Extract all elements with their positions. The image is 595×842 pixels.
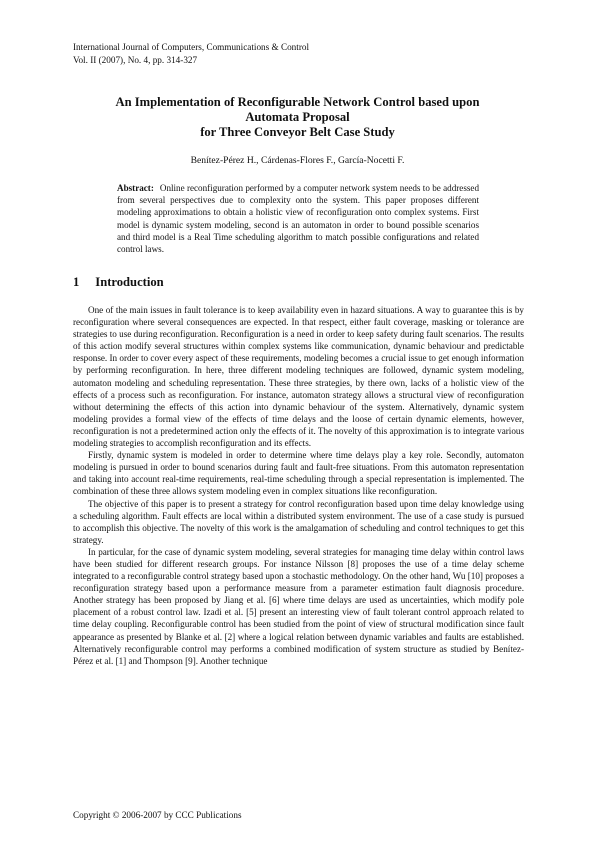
paragraph: The objective of this paper is to present a strategy for control reconfiguration based upon time delay knowledge using a scheduling algorithm. Fault effects are local within a distributed system environment. The use of a case study is pursued to accomplish this objective. The novelty of this work is the amalgamation of scheduling and control techniques to get this strategy. [73, 498, 524, 545]
paragraph: In particular, for the case of dynamic system modeling, several strategies for managing time delay within control laws have been studied for different research groups. For instance Nilsson [8] proposes the use of a time delay scheme integrated to a reconfigurable control strategy based upon a stochastic methodology. On the other hand, Wu [10] proposes a reconfiguration strategy based upon a performance measure from a parameter estimation fault diagnosis procedure. Another strategy has been proposed by Jiang et al. [6] where time delays are used as uncertainties, which modify pole placement of a robust control law. Izadi et al. [5] present an interesting view of fault tolerant control approach related to time delay coupling. Reconfigurable control has been studied from the point of view of structural modification since fault appearance as presented by Blanke et al. [2] where a logical relation between dynamic variables and faults are established. Alternatively reconfigurable control may performs a combined modification of system structure as studied by Benítez-Pérez et al. [1] and Thompson [9]. Another technique [73, 546, 524, 666]
section-heading [73, 275, 164, 290]
abstract-text: Online reconfiguration performed by a computer network system needs to be addressed from several perspectives due to complexity onto the system. This paper proposes different modeling approximations to obtain a holistic view of reconfiguration onto complex systems. First model is dynamic system modeling, second is an automaton in order to bound possible scenarios and third model is a Real Time scheduling algorithm to match possible configurations and related control laws. [117, 183, 479, 255]
title-line-1: An Implementation of Reconfigurable Network Control based upon [115, 95, 480, 109]
title-line-3: for Three Conveyor Belt Case Study [200, 125, 395, 139]
journal-volume: Vol. II (2007), No. 4, pp. 314-327 [73, 55, 198, 65]
paper-authors: Benítez-Pérez H., Cárdenas-Flores F., García-Nocetti F. [190, 155, 405, 166]
copyright-footer: Copyright © 2006-2007 by CCC Publications [73, 810, 242, 820]
paragraph: Firstly, dynamic system is modeled in order to determine where time delays play a key role. Secondly, automaton modeling is pursued in order to bound scenarios during fault and fault-free situations. From this automaton representation and taking into account real-time requirements, real-time scheduling through a special representation is implemented. The combination of these three allows system modeling even in complex situations like reconfiguration. [73, 450, 524, 497]
journal-header [73, 41, 309, 67]
section-number: 1 [73, 275, 80, 289]
section-title: Introduction [95, 275, 164, 289]
abstract-label: Abstract: [117, 183, 154, 193]
abstract [117, 182, 479, 255]
body-text [73, 304, 524, 667]
title-line-2: Automata Proposal [245, 110, 350, 124]
paper-title [60, 95, 535, 140]
journal-name: International Journal of Computers, Communications & Control [73, 42, 310, 52]
paragraph: One of the main issues in fault tolerance is to keep availability even in hazard situations. A way to guarantee this is by reconfiguration where several consequences are expected. In that respect, either fault coverage, masking or tolerance are strategies to use during reconfiguration. Reconfiguration is a need in order to keep safety during fault scenarios. The results of this action modify several structures within complex systems like communication, dynamic behaviour and predictable response. In order to cover every aspect of these requirements, modeling becomes a crucial issue to get enough information by performing reconfiguration. In here, three different modeling techniques are followed, dynamic system modeling, automaton modeling and scheduling representation. These three strategies, by there own, lacks of a holistic view of the effects of a process such as reconfiguration. For instance, automaton strategy allows a structural view of reconfiguration without determining the effects of this action into dynamic behaviour of the system. Alternatively, dynamic system modeling provides a formal view of the effects of time delays and the loose of certain dynamic elements, however, reconfiguration is not a predetermined action only the effects of it. The novelty of this approximation is to integrate various modeling strategies to accomplish reconfiguration and its effects. [73, 305, 524, 449]
